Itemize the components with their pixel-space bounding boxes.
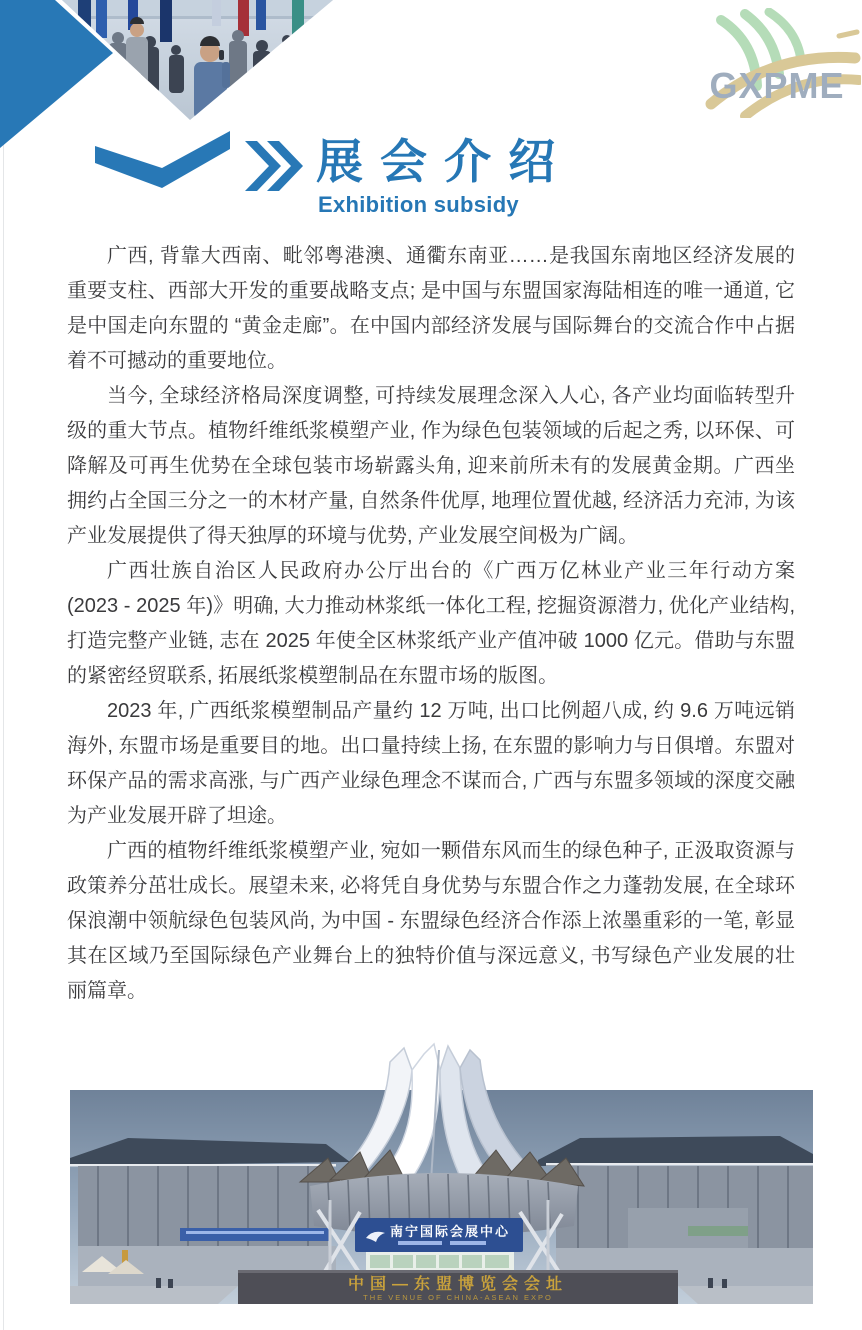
page-edge-line	[3, 0, 4, 1330]
expo-banner-text-en: THE VENUE OF CHINA-ASEAN EXPO	[363, 1293, 553, 1302]
gxpme-logo	[693, 8, 861, 118]
page-subtitle: Exhibition subsidy	[318, 192, 519, 217]
gxpme-logo-graphic	[693, 8, 861, 118]
paragraph-industry-trend: 当今, 全球经济格局深度调整, 可持续发展理念深入人心, 各产业均面临转型升级的重大节点。植物纤维纸浆模塑产业, 作为绿色包装领域的后起之秀, 以环保、可降解及可再生优势在全球包装市场崭露头角, 迎来前所未有的发展黄金期。广西坐拥约占全国三分之一的木材产量, 自然条件优厚, 地理位置优越, 经济活力充沛, 为该产业发展提供了得天独厚的环境与优势, 产业发展空间极为广阔。	[67, 385, 795, 547]
paragraph-policy-plan: 广西壮族自治区人民政府办公厅出台的《广西万亿林业产业三年行动方案 (2023 - 2025 年)》明确, 大力推动林浆纸一体化工程, 挖掘资源潜力, 优化产业结构, 打造完整产业链, 志在 2025 年使全区林浆纸产业产值冲破 1000 亿元。借助与东盟的紧密经贸联系, 拓展纸浆模塑制品在东盟市场的版图。	[67, 560, 795, 687]
paragraph-guangxi-location: 广西, 背靠大西南、毗邻粤港澳、通衢东南亚……是我国东南地区经济发展的重要支柱、西部大开发的重要战略支点; 是中国与东盟国家海陆相连的唯一通道, 它是中国走向东盟的 “黄金走廊”。在中国内部经济发展与国际舞台的交流合作中占据着不可撼动的重要地位。	[67, 245, 795, 372]
convention-center-illustration	[68, 1040, 813, 1304]
venue-sign-text: 南宁国际会展中心	[389, 1224, 511, 1239]
paragraph-2023-output: 2023 年, 广西纸浆模塑制品产量约 12 万吨, 出口比例超八成, 约 9.6 万吨远销海外, 东盟市场是重要目的地。出口量持续上扬, 在东盟的影响力与日俱增。东盟对环保产品的需求高涨, 与广西产业绿色理念不谋而合, 广西与东盟多领域的深度交融为产业发展开辟了坦途。	[67, 700, 795, 827]
convention-center-photo	[68, 1040, 813, 1304]
checkmark-decoration	[93, 128, 233, 195]
paragraph-future-outlook: 广西的植物纤维纸浆模塑产业, 宛如一颗借东风而生的绿色种子, 正汲取资源与政策养分茁壮成长。展望未来, 必将凭自身优势与东盟合作之力蓬勃发展, 在全球环保浪潮中领航绿色包装风尚, 为中国 - 东盟绿色经济合作添上浓墨重彩的一笔, 彰显其在区域乃至国际绿色产业舞台上的独特价值与深远意义, 书写绿色产业发展的壮丽篇章。	[67, 840, 795, 1002]
expo-banner-text-cn: 中国—东盟博览会会址	[347, 1276, 569, 1293]
page-title: 展 会 介 绍	[316, 135, 558, 188]
article-body	[67, 239, 795, 1009]
double-chevron-icon	[245, 141, 303, 196]
gxpme-logo-text: GXPME	[709, 65, 845, 106]
